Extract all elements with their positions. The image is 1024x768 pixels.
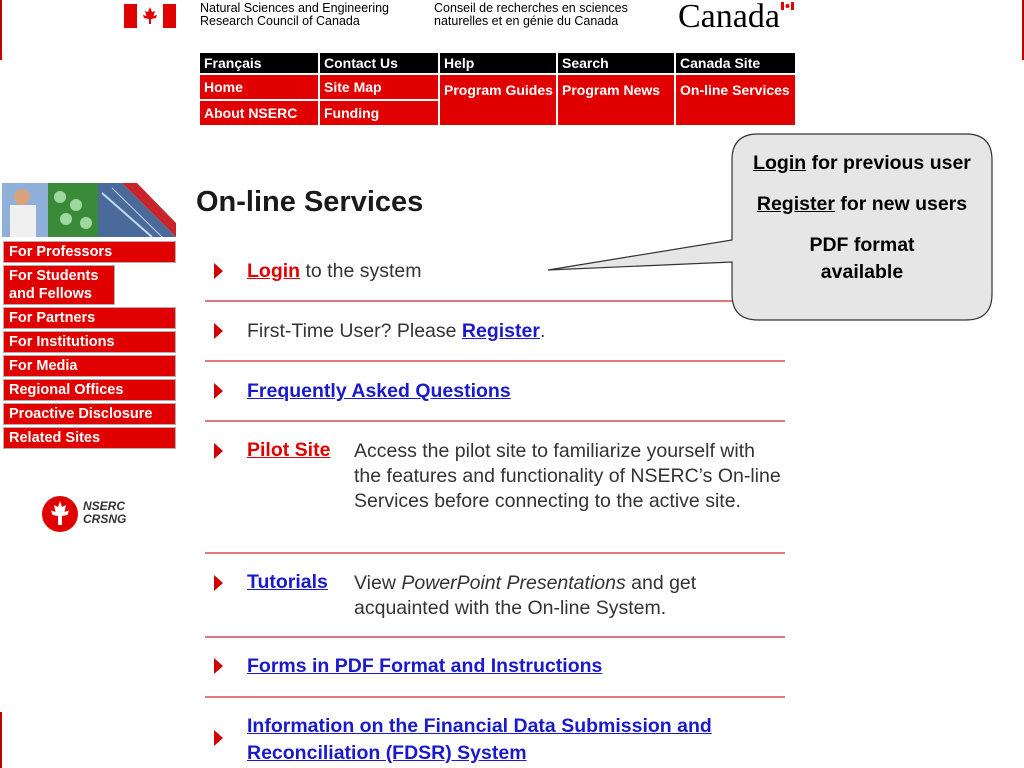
bullet-arrow-icon: [214, 658, 223, 674]
nav-site-map[interactable]: Site Map: [320, 75, 438, 99]
list-item-pilot-site: [205, 437, 785, 537]
nav-francais[interactable]: Français: [200, 53, 318, 73]
sidebar-menu: [3, 241, 176, 451]
sidebar-item-media[interactable]: For Media: [3, 355, 176, 379]
callout-register-word: Register: [756, 193, 835, 215]
nav-help[interactable]: Help: [440, 53, 556, 73]
nav-contact-us[interactable]: Contact Us: [320, 53, 438, 73]
nav-canada-site[interactable]: Canada Site: [676, 53, 795, 73]
list-item-tutorials: [205, 569, 785, 624]
tutorials-desc-emphasis: PowerPoint Presentations: [401, 572, 626, 594]
agency-fr-line1: Conseil de recherches en sciences: [434, 1, 628, 15]
fdsr-line2: Reconciliation (FDSR) System: [247, 742, 527, 764]
logo-text-crsng: CRSNG: [83, 512, 127, 526]
bullet-arrow-icon: [214, 575, 223, 591]
bullet-arrow-icon: [214, 443, 223, 459]
callout-login-word: Login: [753, 152, 807, 174]
agency-name-french: [434, 2, 628, 28]
tutorials-description: [354, 571, 734, 621]
page-title: On-line Services: [196, 186, 424, 218]
sidebar-item-students-fellows[interactable]: For Students and Fellows: [3, 265, 115, 307]
sidebar-item-proactive-disclosure[interactable]: Proactive Disclosure: [3, 403, 176, 427]
first-time-text: First-Time User? Please: [247, 320, 462, 342]
callout-pdf-note: PDF format available: [809, 234, 915, 283]
nav-home[interactable]: Home: [200, 75, 318, 99]
sidebar-item-related-sites[interactable]: Related Sites: [3, 427, 176, 451]
wordmark-flag-icon: [781, 2, 794, 10]
page-edge-left: [0, 0, 2, 60]
fdsr-link[interactable]: [247, 715, 712, 764]
nav-search[interactable]: Search: [558, 53, 674, 73]
list-item-faq: [205, 378, 785, 406]
callout-register-rest: for new users: [834, 193, 968, 215]
login-rest-text: to the system: [300, 260, 422, 282]
fdsr-link-wrapper: [247, 713, 712, 767]
callout-login-note: [742, 150, 982, 177]
tutorials-desc-prefix: View: [354, 572, 402, 594]
bullet-arrow-icon: [214, 263, 223, 279]
sidebar-item-partners[interactable]: For Partners: [3, 307, 176, 331]
sidebar-item-institutions[interactable]: For Institutions: [3, 331, 176, 355]
pilot-site-description: Access the pilot site to familiarize yourself with the features and functionality of NSERC’s On-line Services before connecting to the active site.: [354, 440, 781, 512]
forms-pdf-link[interactable]: Forms in PDF Format and Instructions: [247, 655, 603, 677]
logo-text-nserc: NSERC: [83, 499, 126, 513]
canada-wordmark: Canada: [678, 0, 780, 35]
agency-en-line2: Research Council of Canada: [200, 14, 360, 28]
divider: [205, 636, 785, 638]
nav-online-services[interactable]: On-line Services: [676, 75, 795, 125]
nav-program-news[interactable]: Program News: [558, 75, 674, 125]
agency-name-english: [200, 2, 389, 28]
bullet-arrow-icon: [214, 323, 223, 339]
divider: [205, 360, 785, 362]
login-link[interactable]: Login: [247, 260, 301, 282]
divider: [205, 552, 785, 554]
register-link[interactable]: Register: [461, 320, 540, 342]
bullet-arrow-icon: [214, 730, 223, 746]
divider: [205, 420, 785, 422]
agency-en-line1: Natural Sciences and Engineering: [200, 1, 390, 15]
divider: [205, 696, 785, 698]
tutorials-desc-suffix: and get acquainted with the On-line System.: [354, 572, 697, 619]
pilot-site-link[interactable]: Pilot Site: [247, 439, 331, 461]
nav-about-nserc[interactable]: About NSERC: [200, 101, 318, 125]
callout-text: [742, 150, 982, 300]
tutorials-link[interactable]: Tutorials: [247, 571, 328, 593]
register-line: [247, 319, 545, 344]
page-edge-left-bottom: [0, 712, 2, 768]
sidebar-item-regional-offices[interactable]: Regional Offices: [3, 379, 176, 403]
maple-leaf-icon: [40, 494, 80, 534]
register-suffix: .: [539, 320, 546, 342]
top-navigation: [200, 53, 795, 125]
list-item-fdsr: [205, 712, 785, 768]
sidebar-item-professors[interactable]: For Professors: [3, 241, 176, 265]
nav-program-guides[interactable]: Program Guides: [440, 75, 556, 125]
login-line: [247, 259, 421, 284]
agency-fr-line2: naturelles et en génie du Canada: [434, 14, 619, 28]
bullet-arrow-icon: [214, 383, 223, 399]
nav-funding[interactable]: Funding: [320, 101, 438, 125]
list-item-forms: [205, 653, 785, 681]
sidebar-banner-image: [2, 183, 176, 237]
fdsr-line1: Information on the Financial Data Submission and: [247, 715, 712, 737]
callout-register-note: [742, 191, 982, 218]
nserc-logo: [40, 494, 140, 534]
callout-login-rest: for previous user: [806, 152, 971, 174]
faq-link[interactable]: Frequently Asked Questions: [247, 380, 511, 402]
canada-flag-icon: [124, 4, 176, 28]
